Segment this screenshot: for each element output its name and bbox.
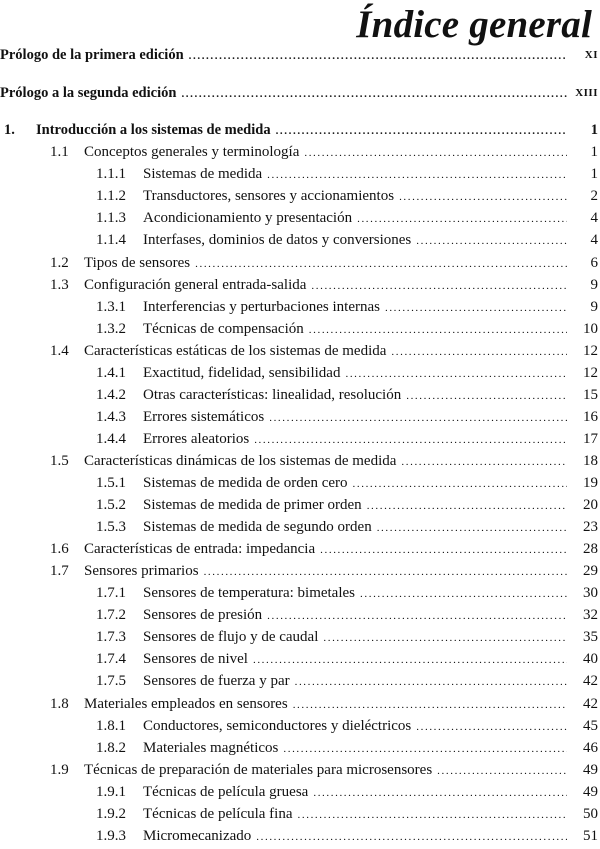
toc-entry-line bbox=[84, 252, 572, 275]
dot-leader bbox=[391, 341, 567, 363]
toc-entry-title: Introducción a los sistemas de medida bbox=[36, 122, 271, 138]
toc-entry-line bbox=[143, 362, 572, 385]
toc-entry bbox=[0, 560, 600, 582]
toc-entry-number: 1.9.2 bbox=[96, 806, 126, 822]
toc-entry bbox=[0, 252, 600, 274]
toc-entry bbox=[0, 737, 600, 759]
toc-entry-line bbox=[143, 163, 572, 186]
dot-leader bbox=[357, 208, 567, 230]
dot-leader bbox=[367, 495, 567, 517]
toc-entry-line bbox=[143, 229, 572, 252]
dot-leader bbox=[204, 561, 567, 583]
dot-leader bbox=[256, 826, 567, 848]
dot-leader bbox=[353, 473, 567, 495]
toc-entry-number: 1.1 bbox=[50, 144, 69, 160]
toc-entry-number: 1.9.3 bbox=[96, 828, 126, 844]
toc-entry-number: 1.7.4 bbox=[96, 651, 126, 667]
toc-entry-number: 1.1.1 bbox=[96, 166, 126, 182]
dot-leader bbox=[253, 649, 567, 671]
dot-leader bbox=[276, 120, 567, 142]
toc-entry-page: 20 bbox=[583, 497, 598, 513]
toc-entry bbox=[0, 362, 600, 384]
toc-entry-number: 1.4.1 bbox=[96, 365, 126, 381]
toc-entry-title: Sensores de nivel bbox=[143, 651, 248, 667]
toc-entry-line bbox=[84, 340, 572, 363]
toc-entry-title: Tipos de sensores bbox=[84, 255, 191, 271]
toc-entry bbox=[0, 538, 600, 560]
toc-entry-page: 45 bbox=[583, 718, 598, 734]
dot-leader bbox=[181, 83, 567, 105]
toc-entry-line bbox=[84, 141, 572, 164]
dot-leader bbox=[309, 319, 567, 341]
toc-entry-title: Técnicas de compensación bbox=[143, 321, 304, 337]
toc-entry-number: 1.5.1 bbox=[96, 475, 126, 491]
toc-entry bbox=[0, 825, 600, 847]
toc-entry-line bbox=[84, 759, 572, 782]
toc-entry-number: 1.1.2 bbox=[96, 188, 126, 204]
toc-entry-title: Materiales empleados en sensores bbox=[84, 696, 288, 712]
dot-leader bbox=[189, 45, 567, 67]
toc-entry-number: 1.5.3 bbox=[96, 519, 126, 535]
toc-entry-line bbox=[143, 648, 572, 671]
toc-entry bbox=[0, 340, 600, 362]
toc-entry bbox=[0, 582, 600, 604]
toc-entry-page: 9 bbox=[590, 299, 598, 315]
toc-entry-line bbox=[143, 406, 572, 429]
dot-leader bbox=[360, 583, 567, 605]
toc-entry bbox=[0, 318, 600, 340]
toc-entry-number: 1.3 bbox=[50, 277, 69, 293]
toc-entry bbox=[0, 781, 600, 803]
toc-entry-page: 15 bbox=[583, 387, 598, 403]
dot-leader bbox=[401, 451, 567, 473]
toc-entry-title: Sensores de flujo y de caudal bbox=[143, 629, 319, 645]
toc-entry-page: 6 bbox=[590, 255, 598, 271]
toc-entry bbox=[0, 626, 600, 648]
toc-entry-page: 1 bbox=[590, 122, 598, 138]
toc-entry-line bbox=[143, 296, 572, 319]
toc-entry bbox=[0, 296, 600, 318]
toc-entry-title: Materiales magnéticos bbox=[143, 740, 279, 756]
toc-entry-title: Características estáticas de los sistemas de medida bbox=[84, 343, 387, 359]
toc-entry-title: Micromecanizado bbox=[143, 828, 252, 844]
dot-leader bbox=[416, 230, 567, 252]
toc-entry-title: Prólogo de la primera edición bbox=[0, 47, 184, 63]
toc-entry-line bbox=[143, 737, 572, 760]
dot-leader bbox=[399, 186, 567, 208]
toc-entry bbox=[0, 119, 600, 141]
toc-entry-number: 1.5.2 bbox=[96, 497, 126, 513]
dot-leader bbox=[267, 164, 567, 186]
toc-entry-line bbox=[143, 781, 572, 804]
toc-entry-page: 42 bbox=[583, 696, 598, 712]
toc-entry bbox=[0, 759, 600, 781]
dot-leader bbox=[323, 627, 567, 649]
dot-leader bbox=[313, 782, 567, 804]
toc-entry-line bbox=[143, 582, 572, 605]
toc-entry bbox=[0, 604, 600, 626]
toc-entry-number: 1.4 bbox=[50, 343, 69, 359]
dot-leader bbox=[298, 804, 567, 826]
toc-entry-title: Técnicas de película fina bbox=[143, 806, 293, 822]
toc-entry-number: 1.7.1 bbox=[96, 585, 126, 601]
toc-entry bbox=[0, 185, 600, 207]
toc-entry-title: Errores aleatorios bbox=[143, 431, 250, 447]
toc-entry-number: 1.1.4 bbox=[96, 232, 126, 248]
dot-leader bbox=[416, 716, 567, 738]
toc-entry-number: 1.8.2 bbox=[96, 740, 126, 756]
toc-entry-line bbox=[143, 715, 572, 738]
toc-entry bbox=[0, 648, 600, 670]
dot-leader bbox=[437, 760, 567, 782]
toc-entry-line bbox=[143, 516, 572, 539]
dot-leader bbox=[385, 297, 567, 319]
toc-entry-title: Errores sistemáticos bbox=[143, 409, 265, 425]
toc-entry-page: 40 bbox=[583, 651, 598, 667]
toc-entry bbox=[0, 670, 600, 692]
toc-entry bbox=[0, 274, 600, 296]
toc-entry-title: Características de entrada: impedancia bbox=[84, 541, 316, 557]
toc-entry-title: Técnicas de preparación de materiales para microsensores bbox=[84, 762, 433, 778]
toc-entry bbox=[0, 450, 600, 472]
toc-entry-page: 9 bbox=[590, 277, 598, 293]
toc-entry bbox=[0, 472, 600, 494]
toc-entry-title: Conductores, semiconductores y dieléctricos bbox=[143, 718, 412, 734]
toc-entry-title: Sensores de temperatura: bimetales bbox=[143, 585, 356, 601]
toc-entry-line bbox=[84, 560, 572, 583]
toc-entry-line bbox=[143, 825, 572, 848]
toc-entry-line bbox=[0, 44, 572, 67]
toc-entry-number: 1.7.2 bbox=[96, 607, 126, 623]
toc-entry bbox=[0, 803, 600, 825]
toc-entry-title: Sistemas de medida de primer orden bbox=[143, 497, 362, 513]
toc-entry-page: 4 bbox=[590, 210, 598, 226]
toc-entry bbox=[0, 693, 600, 715]
toc-entry-line bbox=[143, 494, 572, 517]
toc-entry-title: Configuración general entrada-salida bbox=[84, 277, 307, 293]
toc-entry-number: 1.7 bbox=[50, 563, 69, 579]
toc-entry-page: 49 bbox=[583, 762, 598, 778]
toc-entry-number: 1.5 bbox=[50, 453, 69, 469]
toc-entry-page: 4 bbox=[590, 232, 598, 248]
toc-entry-title: Prólogo a la segunda edición bbox=[0, 85, 177, 101]
toc-entry-page: 28 bbox=[583, 541, 598, 557]
dot-leader bbox=[311, 275, 567, 297]
toc-entry bbox=[0, 44, 600, 66]
toc-entry-line bbox=[143, 185, 572, 208]
toc-entry-line bbox=[143, 318, 572, 341]
dot-leader bbox=[406, 385, 567, 407]
toc-entry-title: Sensores de presión bbox=[143, 607, 263, 623]
toc-entry-number: 1.8 bbox=[50, 696, 69, 712]
dot-leader bbox=[269, 407, 567, 429]
toc-entry-page: 12 bbox=[583, 365, 598, 381]
toc-entry-number: 1.2 bbox=[50, 255, 69, 271]
dot-leader bbox=[320, 539, 567, 561]
toc-entry-line bbox=[143, 428, 572, 451]
toc-entry-title: Interfases, dominios de datos y conversiones bbox=[143, 232, 412, 248]
toc-entry-title: Sistemas de medida de orden cero bbox=[143, 475, 348, 491]
dot-leader bbox=[254, 429, 567, 451]
toc-entry bbox=[0, 207, 600, 229]
toc-entry-page: 23 bbox=[583, 519, 598, 535]
toc-entry-number: 1.6 bbox=[50, 541, 69, 557]
toc-entry-line bbox=[84, 450, 572, 473]
dot-leader bbox=[345, 363, 567, 385]
toc-entry-line bbox=[0, 82, 572, 105]
page-title: Índice general bbox=[356, 3, 592, 46]
toc-entry bbox=[0, 384, 600, 406]
toc-entry-page: 10 bbox=[583, 321, 598, 337]
toc-entry-title: Conceptos generales y terminología bbox=[84, 144, 300, 160]
toc-entry-line bbox=[143, 670, 572, 693]
toc-entry-line bbox=[84, 274, 572, 297]
toc-entry-page: 50 bbox=[583, 806, 598, 822]
dot-leader bbox=[283, 738, 567, 760]
toc-entry-page: 16 bbox=[583, 409, 598, 425]
toc-entry-page: XI bbox=[584, 49, 598, 61]
toc-entry-number: 1.3.1 bbox=[96, 299, 126, 315]
toc-entry bbox=[0, 229, 600, 251]
toc-entry-title: Características dinámicas de los sistemas de medida bbox=[84, 453, 397, 469]
toc-entry-line bbox=[143, 803, 572, 826]
toc-entry-page: 51 bbox=[583, 828, 598, 844]
toc-entry bbox=[0, 715, 600, 737]
toc-entry bbox=[0, 141, 600, 163]
toc-entry-line bbox=[84, 693, 572, 716]
toc-entry-page: 49 bbox=[583, 784, 598, 800]
toc-entry-title: Transductores, sensores y accionamientos bbox=[143, 188, 395, 204]
toc-entry-number: 1.4.3 bbox=[96, 409, 126, 425]
toc-entry bbox=[0, 82, 600, 104]
toc-entry-number: 1.7.5 bbox=[96, 673, 126, 689]
toc-entry-title: Sensores primarios bbox=[84, 563, 199, 579]
toc-entry-line bbox=[143, 604, 572, 627]
toc-entry-line bbox=[36, 119, 572, 142]
toc-entry-title: Sensores de fuerza y par bbox=[143, 673, 290, 689]
dot-leader bbox=[295, 671, 567, 693]
toc-entry bbox=[0, 494, 600, 516]
toc-entry-page: 12 bbox=[583, 343, 598, 359]
toc-entry-number: 1.7.3 bbox=[96, 629, 126, 645]
toc-entry-page: 1 bbox=[590, 166, 598, 182]
toc-entry-number: 1.4.2 bbox=[96, 387, 126, 403]
toc-entry-page: 42 bbox=[583, 673, 598, 689]
toc-entry-page: 29 bbox=[583, 563, 598, 579]
dot-leader bbox=[267, 605, 567, 627]
toc-entry-line bbox=[143, 472, 572, 495]
toc-entry-title: Otras características: linealidad, resolución bbox=[143, 387, 402, 403]
toc-entry-page: 19 bbox=[583, 475, 598, 491]
dot-leader bbox=[377, 517, 567, 539]
toc-entry-page: 1 bbox=[590, 144, 598, 160]
toc-entry-number: 1.9.1 bbox=[96, 784, 126, 800]
toc-entry-page: 30 bbox=[583, 585, 598, 601]
toc-entry-title: Sistemas de medida bbox=[143, 166, 263, 182]
dot-leader bbox=[195, 253, 567, 275]
toc-entry-number: 1.3.2 bbox=[96, 321, 126, 337]
toc-entry-page: 18 bbox=[583, 453, 598, 469]
toc-entry-page: 46 bbox=[583, 740, 598, 756]
toc-entry-number: 1.9 bbox=[50, 762, 69, 778]
toc-entry-page: 2 bbox=[590, 188, 598, 204]
toc-entry-line bbox=[143, 384, 572, 407]
toc-entry-title: Sistemas de medida de segundo orden bbox=[143, 519, 372, 535]
toc-entry-title: Acondicionamiento y presentación bbox=[143, 210, 353, 226]
toc-entry bbox=[0, 163, 600, 185]
toc-entry-page: XIII bbox=[575, 87, 598, 99]
dot-leader bbox=[293, 694, 567, 716]
toc-entry-number: 1.1.3 bbox=[96, 210, 126, 226]
toc-entry-page: 32 bbox=[583, 607, 598, 623]
toc-entry-page: 35 bbox=[583, 629, 598, 645]
toc-entry-page: 17 bbox=[583, 431, 598, 447]
toc-entry-title: Técnicas de película gruesa bbox=[143, 784, 309, 800]
toc-entry bbox=[0, 516, 600, 538]
toc-entry-number: 1.8.1 bbox=[96, 718, 126, 734]
toc-entry bbox=[0, 406, 600, 428]
toc-entry-line bbox=[84, 538, 572, 561]
dot-leader bbox=[304, 142, 567, 164]
toc-entry-number: 1. bbox=[4, 122, 15, 138]
toc-entry-number: 1.4.4 bbox=[96, 431, 126, 447]
toc-entry-title: Exactitud, fidelidad, sensibilidad bbox=[143, 365, 341, 381]
toc-entry-line bbox=[143, 207, 572, 230]
toc-entry-line bbox=[143, 626, 572, 649]
toc-entry bbox=[0, 428, 600, 450]
toc-entry-title: Interferencias y perturbaciones internas bbox=[143, 299, 380, 315]
